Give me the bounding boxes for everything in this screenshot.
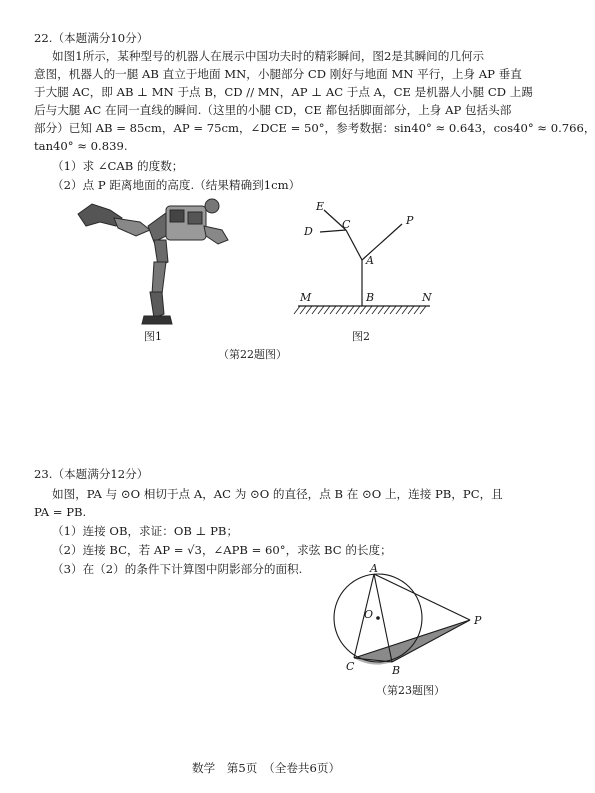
label-D: D [304, 225, 313, 238]
q23-sub-2: （2）连接 BC，若 AP = √3，∠APB = 60°，求弦 BC 的长度； [52, 543, 392, 557]
q22-geometry-figure [290, 196, 440, 336]
label-N: N [422, 291, 432, 304]
fig2-caption: 图2 [352, 330, 370, 343]
q22-header: 22.（本题满分10分） [34, 31, 149, 45]
q23-fig-caption: （第23题图） [376, 684, 445, 697]
robot-kungfu-photo [70, 196, 240, 326]
label-P: P [474, 614, 482, 627]
q22-line-5: 部分）已知 AB = 85cm，AP = 75cm，∠DCE = 50°，参考数据：sin40° ≈ 0.643，cos40° ≈ 0.766， [34, 121, 595, 135]
q22-line-6: tan40° ≈ 0.839. [34, 139, 128, 153]
label-C: C [342, 218, 351, 231]
label-C: C [346, 660, 355, 673]
q22-line-4: 后与大腿 AC 在同一直线的瞬间.（这里的小腿 CD，CE 都包括脚面部分，上身 AP 包括头部 [34, 103, 512, 117]
q23-sub-3: （3）在（2）的条件下计算图中阴影部分的面积. [52, 562, 303, 576]
label-B: B [366, 291, 375, 304]
q22-line-2: 意图，机器人的一腿 AB 直立于地面 MN，小腿部分 CD 刚好与地面 MN 平行，上身 AP 垂直 [34, 67, 522, 81]
q23-circle-figure [326, 562, 486, 680]
label-P: P [406, 214, 414, 227]
fig1-caption: 图1 [144, 330, 162, 343]
label-A: A [370, 562, 378, 575]
q22-line-1: 如图1所示，某种型号的机器人在展示中国功夫时的精彩瞬间，图2是其瞬间的几何示 [52, 49, 485, 63]
page-footer: 数学 第5页 （全卷共6页） [192, 761, 341, 775]
q23-line-2: PA = PB. [34, 505, 87, 519]
label-E: E [316, 200, 325, 213]
shaded-region [354, 620, 470, 662]
q22-sub-2: （2）点 P 距离地面的高度.（结果精确到1cm） [52, 178, 301, 192]
q23-header: 23.（本题满分12分） [34, 467, 149, 481]
label-B: B [392, 664, 401, 677]
q23-line-1: 如图，PA 与 ⊙O 相切于点 A，AC 为 ⊙O 的直径，点 B 在 ⊙O 上，连接 PB，PC，且 [52, 487, 503, 501]
label-A: A [366, 254, 374, 267]
label-O: O [364, 608, 374, 621]
q22-fig-caption: （第22题图） [218, 348, 287, 361]
label-M: M [300, 291, 312, 304]
q22-sub-1: （1）求 ∠CAB 的度数； [52, 159, 184, 173]
q23-sub-1: （1）连接 OB，求证：OB ⊥ PB； [52, 524, 239, 538]
q22-line-3: 于大腿 AC，即 AB ⊥ MN 于点 B，CD // MN，AP ⊥ AC 于点 A，CE 是机器人小腿 CD 上踢 [34, 85, 533, 99]
